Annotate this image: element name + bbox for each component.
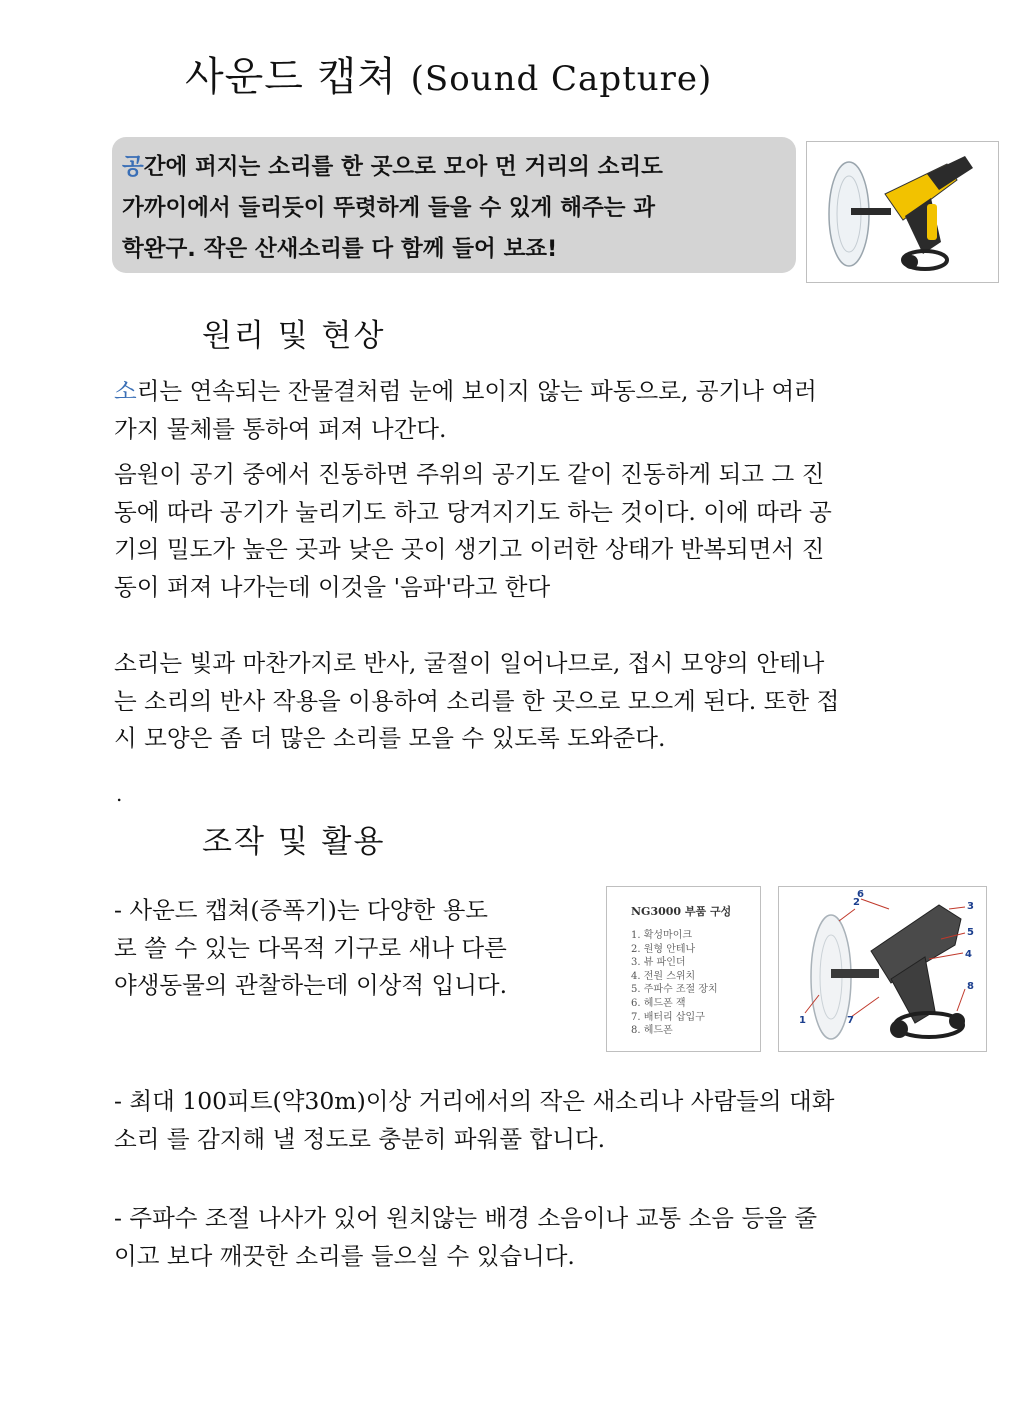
callout-label: 6 [857,889,864,900]
parts-item: 6. 헤드폰 잭 [631,997,686,1009]
title-english: (Sound Capture) [410,59,713,99]
parts-item: 3. 뷰 파인더 [631,957,686,969]
parts-title: NG3000 부품 구성 [631,905,732,918]
intro-text [122,147,786,270]
usage-paragraph-3: - 주파수 조절 나사가 있어 원치않는 배경 소음이나 교통 소음 등을 줄 이고 보다 깨끗한 소리를 들으실 수 있습니다. [114,1204,818,1270]
stray-dot: . [116,782,123,806]
parts-list [631,929,718,1038]
principle-paragraph-1-body: 리는 연속되는 잔물결처럼 눈에 보이지 않는 파동으로, 공기나 여러 가지 물체를 통하여 퍼져 나간다. [114,377,817,443]
parts-list-box [606,886,761,1052]
parts-item: 1. 확성마이크 [631,930,693,941]
principle-paragraph-1 [114,373,984,448]
title-korean: 사운드 캡쳐 [185,54,397,100]
callout-label: 7 [847,1015,854,1026]
usage-paragraph-1: - 사운드 캡쳐(증폭기)는 다양한 용도 로 쓸 수 있는 다목적 기구로 새나 다른 야생동물의 관찰하는데 이상적 입니다. [114,896,508,999]
principle-first-char: 소 [114,377,137,405]
intro-box [112,137,796,273]
parts-item: 2. 원형 안테나 [631,943,696,955]
intro-body: 간에 퍼지는 소리를 한 곳으로 모아 먼 거리의 소리도 가까이에서 들리듯이 뚜렷하게 들을 수 있게 해주는 과 학완구. 작은 산새소리를 다 함께 들어 보죠! [122,154,663,262]
callout-label: 2 [853,897,860,908]
callout-label: 8 [967,981,974,992]
callout-label: 1 [799,1015,806,1026]
parts-item: 8. 헤드폰 [631,1025,673,1037]
labeled-device-image [779,887,986,1051]
sound-capture-device-image [807,142,998,282]
callout-label: 5 [967,927,974,938]
parts-item: 7. 배터리 삽입구 [631,1011,705,1023]
callout-label: 3 [967,901,974,912]
section-heading-usage: 조작 및 활용 [202,824,386,860]
page-title [185,45,712,102]
callout-label: 4 [965,949,972,960]
section-heading-principle: 원리 및 현상 [202,318,386,354]
parts-item: 4. 전원 스위치 [631,970,696,982]
intro-first-char: 공 [122,154,144,180]
labeled-device-photo [778,886,987,1052]
principle-paragraph-2: 음원이 공기 중에서 진동하면 주위의 공기도 같이 진동하게 되고 그 진 동에 따라 공기가 눌리기도 하고 당겨지기도 하는 것이다. 이에 따라 공 기의 밀도가 높은 곳과 낮은 곳이 생기고 이러한 상태가 반복되면서 진 동이 퍼져 나가는데 이것을 '음파'라고 한다 [114,460,832,601]
usage-paragraph-2: - 최대 100피트(약30m)이상 거리에서의 작은 새소리나 사람들의 대화 소리 를 감지해 낼 정도로 충분히 파워풀 합니다. [114,1087,835,1153]
principle-paragraph-3: 소리는 빛과 마찬가지로 반사, 굴절이 일어나므로, 접시 모양의 안테나 는 소리의 반사 작용을 이용하여 소리를 한 곳으로 모으게 된다. 또한 접 시 모양은 좀 더 많은 소리를 모을 수 있도록 도와준다. [114,649,840,752]
product-photo [806,141,999,283]
parts-item: 5. 주파수 조절 장치 [631,984,718,996]
